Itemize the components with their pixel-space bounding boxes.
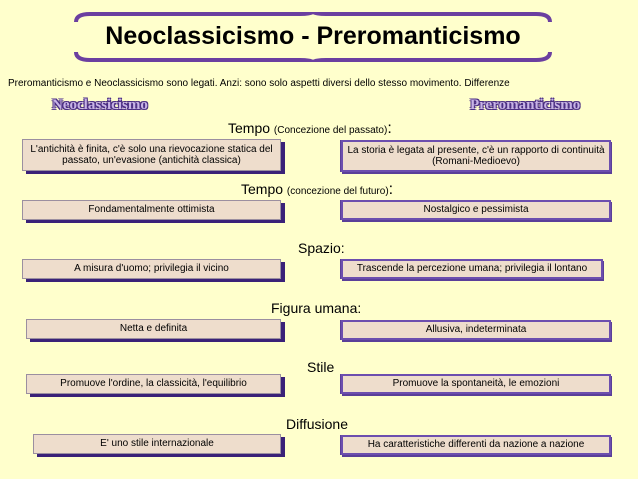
right-cell: La storia è legata al presente, c'è un rapporto di continuità (Romani-Medioevo) <box>341 140 611 172</box>
category-label <box>298 240 345 256</box>
intro-text: Preromanticismo e Neoclassicismo sono legati. Anzi: sono solo aspetti diversi dello stesso movimento. Differenze <box>8 78 510 89</box>
category-name: Tempo <box>241 181 284 197</box>
right-cell: Nostalgico e pessimista <box>341 200 611 220</box>
column-header-left: Neoclassicismo <box>52 97 148 113</box>
category-label <box>271 300 361 316</box>
category-colon: : <box>388 181 394 198</box>
category-name: Tempo <box>228 120 271 136</box>
category-qualifier: (Concezione del passato) <box>273 125 388 136</box>
column-header-right: Preromanticismo <box>470 97 581 113</box>
left-cell: Promuove l'ordine, la classicità, l'equilibrio <box>26 374 281 394</box>
left-cell: Fondamentalmente ottimista <box>22 200 281 220</box>
category-label <box>307 359 334 375</box>
left-cell: L'antichità è finita, c'è solo una rievocazione statica del passato, un'evasione (antichità classica) <box>22 139 281 171</box>
title-banner <box>70 12 556 62</box>
left-cell: A misura d'uomo; privilegia il vicino <box>22 259 281 279</box>
right-cell: Promuove la spontaneità, le emozioni <box>341 374 611 394</box>
category-name: Stile <box>307 359 335 375</box>
left-cell: E' uno stile internazionale <box>33 434 281 454</box>
category-label <box>286 416 348 432</box>
category-name: Figura umana: <box>271 300 362 316</box>
left-cell: Netta e definita <box>26 319 281 339</box>
category-label <box>241 181 393 199</box>
category-name: Spazio: <box>298 240 345 256</box>
category-colon: : <box>387 120 392 137</box>
right-cell: Trascende la percezione umana; privilegia il lontano <box>341 259 603 279</box>
category-qualifier: (concezione del futuro) <box>286 186 389 197</box>
category-name: Diffusione <box>286 416 349 432</box>
right-cell: Ha caratteristiche differenti da nazione a nazione <box>341 435 611 455</box>
category-label <box>228 120 392 138</box>
page-title: Neoclassicismo - Preromanticismo <box>105 22 521 50</box>
right-cell: Allusiva, indeterminata <box>341 320 611 340</box>
